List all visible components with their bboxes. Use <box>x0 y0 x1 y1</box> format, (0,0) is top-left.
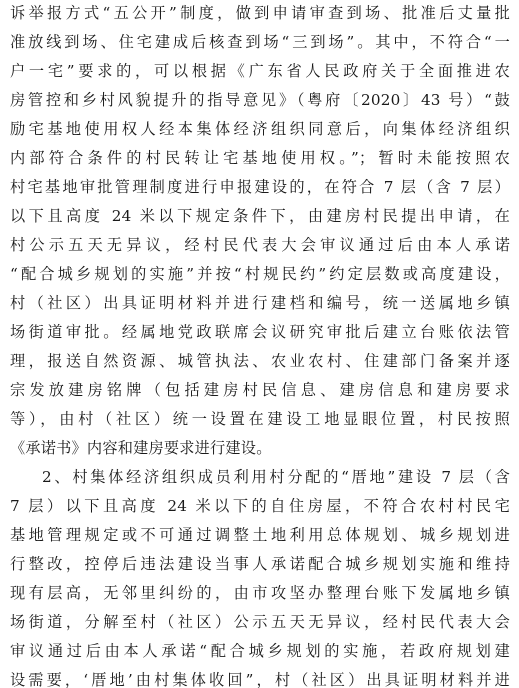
text-line: 基地管理规定或不可通过调整土地利用总体规划、城乡规划进 <box>10 526 510 544</box>
text-line: 场街道，分解至村（社区）公示五天无异议，经村民代表大会 <box>10 613 510 631</box>
text-line: 村公示五天无异议，经村民代表大会审议通过后由本人承诺 <box>10 236 510 254</box>
text-line: 内部符合条件的村民转让宅基地使用权。”；暂时未能按照农 <box>10 149 510 167</box>
paragraph-first-line: 2、村集体经济组织成员利用村分配的“厝地”建设 7 层（含 <box>42 468 510 486</box>
text-line: 宗发放建房铭牌（包括建房村民信息、建房信息和建房要求 <box>10 381 510 399</box>
text-line: 场街道审批。经属地党政联席会议研究审批后建立台账依法管 <box>10 323 510 341</box>
text-line: “配合城乡规划的实施”并按“村规民约”约定层数或高度建设， <box>10 265 510 283</box>
text-line: 以下且高度 24 米以下规定条件下，由建房村民提出申请，在 <box>10 207 510 225</box>
text-line: 设需要，‘厝地’由村集体收回”，村（社区）出具证明材料并进 <box>10 671 510 688</box>
text-line: 等），由村（社区）统一设置在建设工地显眼位置，村民按照 <box>10 410 510 428</box>
text-line: 审议通过后由本人承诺“配合城乡规划的实施，若政府规划建 <box>10 642 510 660</box>
text-line: 村宅基地审批管理制度进行申报建设的，在符合 7 层（含 7 层） <box>10 178 510 196</box>
text-line: 户一宅”要求的，可以根据《广东省人民政府关于全面推进农 <box>10 62 510 80</box>
text-line: 7 层）以下且高度 24 米以下的自住房屋，不符合农村村民宅 <box>10 497 510 515</box>
text-line: 村（社区）出具证明材料并进行建档和编号，统一送属地乡镇 <box>10 294 510 312</box>
text-line: 诉举报方式“五公开”制度，做到申请审查到场、批准后丈量批 <box>10 4 510 22</box>
text-line: 准放线到场、住宅建成后核查到场“三到场”。其中，不符合“一 <box>10 33 510 51</box>
text-line: 励宅基地使用权人经本集体经济组织同意后，向集体经济组织 <box>10 120 510 138</box>
text-line: 现有层高，无邻里纠纷的，由市攻坚办整理台账下发属地乡镇 <box>10 584 510 602</box>
text-line: 房管控和乡村风貌提升的指导意见》（粤府〔2020〕43 号）“鼓 <box>10 91 510 109</box>
text-line: 《承诺书》内容和建房要求进行建设。 <box>10 439 272 457</box>
text-line: 理，报送自然资源、城管执法、农业农村、住建部门备案并逐 <box>10 352 510 370</box>
text-line: 行整改，控停后违法建设当事人承诺配合城乡规划实施和维持 <box>10 555 510 573</box>
